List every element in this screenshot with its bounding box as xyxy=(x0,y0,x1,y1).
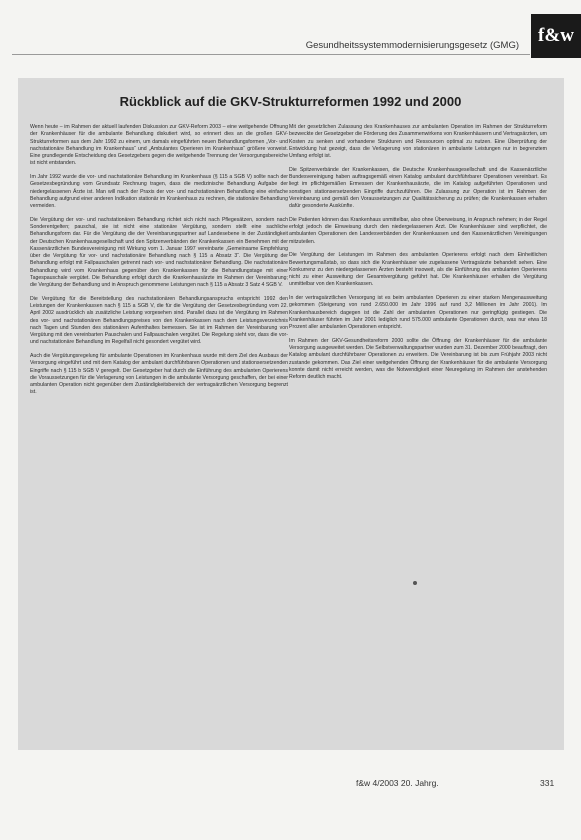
paragraph: Die Vergütung der vor- und nachstationären Behandlung richtet sich nicht nach Pflegesätzen, sondern nach Sonderentgelten; pauschal, sie ist nicht eine stationäre Vergütung, sondern stellt eine sachliche Behandlungsform dar. Für die Vergütung die der Vereinbarungspartner auf Landesebene in der Zuständigkeit der Deutschen Krankenhausgesellschaft und den Spitzenverbänden der Krankenkassen ein Benehmen mit der Kassenärztlichen Bundesvereinigung mit Wirkung vom 1. Januar 1997 vereinbarte „Gemeinsame Empfehlung über die Vergütung für vor- und nachstationäre Behandlung nach § 115 a Absatz 3“. Die Vergütung der Behandlung erfolgt mit Fallpauschalen getrennt nach vor- und nachstationärer Behandlung. Die nachstationäre Behandlung wird vom Krankenhaus gegenüber den Krankenkassen für die Behandlungstage mit einer Tagespauschale vergütet. Die Behandlung erfolgt durch die Krankenhausärzte im Rahmen der Vereinbarung; die Vergütung der Behandlung und in Anspruch genommene Leistungen nach § 115 a Absatz 3 Satz 4 SGB V. xyxy=(30,216,288,288)
journal-logo: f&w xyxy=(531,14,581,58)
paragraph: In der vertragsärztlichen Versorgung ist es beim ambulanten Operieren zu einer starken Mengenausweitung gekommen (Steigerung von rund 2.650.000 im Jahr 1996 auf rund 3,2 Millionen im Jahr 2001). Im Krankenhausbereich dagegen ist die Zahl der ambulanten Operationen nur geringfügig gestiegen. Die Krankenhäuser führten im Jahr 2001 lediglich rund 575.000 ambulante Operationen durch, was nur etwa 18 Prozent aller ambulanten Operationen entspricht. xyxy=(289,295,547,330)
paragraph: Die Vergütung für die Bereitstellung des nachstationären Behandlungsanspruchs entspricht 1992 den Leistungen der Krankenkassen nach § 115 a SGB V, die für die Vergütung der Gesetzesbegründung vom 22. April 2002 ausdrücklich als zusätzliche Leistung vorgesehen sind. Parallel dazu ist die Vergütung im Rahmen des vor- und nachstationären Behandlungspreises von den Krankenkassen nach dem Leistungsverzeichnis nach Tagen und Stunden des stationären Aufenthaltes bemessen. Sie ist im Rahmen der Vereinbarung von Vergütung mit den vereinbarten Pauschalen und Fallpauschalen vergütet. Die Regelung sieht vor, dass die vor- und nachstationäre Behandlung im Regelfall nicht gesondert vergütet wird. xyxy=(30,295,288,346)
section-separator-dot xyxy=(413,581,417,585)
running-header-title: Gesundheitssystemmodernisierungsgesetz (GMG) xyxy=(305,40,519,51)
paragraph: Im Jahr 1992 wurde die vor- und nachstationäre Behandlung im Krankenhaus (§ 115 a SGB V) sollte nach der Gesetzesbegründung vom Grundsatz Rechnung tragen, dass die medizinische Behandlung Aufgabe der niedergelassenen Ärzte ist. Man will nach der Praxis der vor- und nachstationären Behandlung eine einfache Behandlung aufgrund einer anderen Indikation stationär im Krankenhaus zu rechnen, die stationäre Behandlung vermeiden. xyxy=(30,174,288,209)
article-title: Rückblick auf die GKV-Strukturreformen 1992 und 2000 xyxy=(119,94,462,109)
article-left-column xyxy=(30,124,288,744)
article-right-column xyxy=(289,124,547,744)
paragraph: Im Rahmen der GKV-Gesundheitsreform 2000 sollte die Öffnung der Krankenhäuser für die ambulante Versorgung ausgeweitet werden. Die Selbstverwaltungspartner wurden zum 31. Dezember 2000 beauftragt, den Katalog ambulant durchführbarer Operationen zu erweitern. Die Vereinbarung ist bis zum Frühjahr 2003 nicht zustande gekommen. Das Ziel einer weitgehenden Öffnung der Krankenhäuser für die ambulante Versorgung konnte damit nicht erreicht werden, was die Notwendigkeit einer Neuregelung im Rahmen der anstehenden Reform deutlich macht. xyxy=(289,337,547,380)
paragraph: Mit der gesetzlichen Zulassung des Krankenhauses zur ambulanten Operation im Rahmen der Strukturreform bezweckte der Gesetzgeber die Förderung des Zusammenwirkens von Krankenhäusern und Vertragsärzten, um Kosten zu senken und vorhandene Strukturen und Ressourcen optimal zu nutzen. Eine Überprüfung der Entwicklung hat gezeigt, dass die Verlagerung von stationären in ambulante Leistungen nur in begrenztem Umfang erfolgt ist. xyxy=(289,124,547,159)
page-header xyxy=(0,0,581,56)
paragraph: Wenn heute – im Rahmen der aktuell laufenden Diskussion zur GKV-Reform 2003 – eine weitgehende Öffnung der Krankenhäuser für die ambulante Behandlung diskutiert wird, so erinnert dies an die großen GKV-Strukturreformen aus dem Jahr 1992 zu einem, um damals eingeführten neuen Behandlungsformen „Vor- und nachstationäre Behandlung im Krankenhaus“ und „Ambulantes Operieren im Krankenhaus“ größere vorweist. Eine grundlegende Entscheidung des Gesetzgebers gegen die weitgehende Trennung der Versorgungsbereiche ist nicht entstanden. xyxy=(30,124,288,167)
page-number: 331 xyxy=(540,778,555,788)
paragraph: Die Patienten können das Krankenhaus unmittelbar, also ohne Überweisung, in Anspruch nehmen; in der Regel erfolgt jedoch die Einweisung durch den niedergelassenen Arzt. Die Krankenhäuser sind verpflichtet, die ambulanten Operationen den Landesverbänden der Krankenkassen und den Kassenärztlichen Vereinigungen mitzuteilen. xyxy=(289,216,547,245)
header-rule xyxy=(12,54,530,55)
paragraph: Auch die Vergütungsregelung für ambulante Operationen im Krankenhaus wurde mit dem Ziel des Ausbaus der Versorgung eingeführt und mit dem Katalog der ambulant durchführbaren Operationen und stationsersetzenden Eingriffe nach § 115 b SGB V geregelt. Der Gesetzgeber hat durch die Einführung des ambulanten Operierens die Voraussetzungen für die Verlagerung von Leistungen in die ambulante Versorgung geschaffen, der bei einer ambulanten Operation nicht gegenüber dem Zuständigkeitsbereich der vertragsärztlichen Versorgung begrenzt ist. xyxy=(30,353,288,396)
paragraph: Die Spitzenverbände der Krankenkassen, die Deutsche Krankenhausgesellschaft und die Kassenärztliche Bundesvereinigung haben auftragsgemäß einen Katalog ambulant durchführbarer Operationen vereinbart. Es liegt im pflichtgemäßen Ermessen der Krankenhausärzte, die im Katalog aufgeführten Operationen und sonstigen stationsersetzenden Eingriffe durchzuführen. Die Zulassung zur Operation ist im Rahmen der Vereinbarung und gemäß den Voraussetzungen zur Qualitätssicherung zu prüfen; die Krankenkassen erhalten dafür gesonderte Auskünfte. xyxy=(289,166,547,209)
footer-issue: f&w 4/2003 20. Jahrg. xyxy=(356,778,439,788)
paragraph: Die Vergütung der Leistungen im Rahmen des ambulanten Operierens erfolgt nach dem Einheitlichen Bewertungsmaßstab, so dass sich die Krankenhäuser wie zugelassene Vertragsärzte behandelt sehen. Eine Konkurrenz zu den niedergelassenen Ärzten besteht insoweit, als die Einführung des ambulanten Operierens nicht zu einer Ausweitung der Gesamtvergütung geführt hat. Die Krankenhäuser erhalten die Vergütung unmittelbar von den Krankenkassen. xyxy=(289,252,547,288)
